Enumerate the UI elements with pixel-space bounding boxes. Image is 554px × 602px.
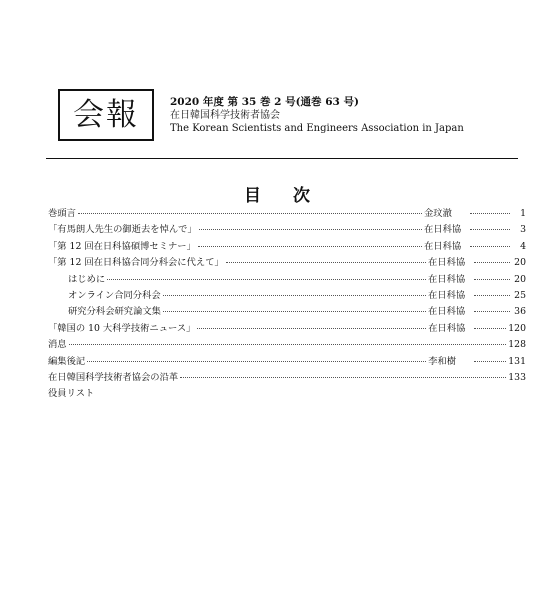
toc-entry-title: 「韓国の 10 大科学技術ニュース」 xyxy=(48,322,196,334)
toc-entry xyxy=(48,385,526,401)
toc-entry xyxy=(48,353,526,369)
toc-entry-author: 在日科協 xyxy=(424,240,462,252)
toc-entry xyxy=(48,320,526,336)
toc-entry-page: 120 xyxy=(508,322,526,334)
toc-title: 目 次 xyxy=(244,186,310,206)
dot-leader xyxy=(474,328,506,329)
dot-leader xyxy=(474,361,506,362)
toc-entry-page: 20 xyxy=(514,257,526,269)
toc-entry xyxy=(48,271,526,287)
toc-entry-page: 1 xyxy=(520,208,526,219)
header-divider xyxy=(46,158,518,159)
dot-leader xyxy=(163,295,426,296)
dot-leader xyxy=(470,246,510,247)
dot-leader xyxy=(87,361,426,362)
toc-entry xyxy=(48,287,526,303)
toc-entry xyxy=(48,254,526,270)
toc-entry-title: 編集後記 xyxy=(48,355,86,367)
toc-entry xyxy=(48,221,526,237)
toc-entry-page: 20 xyxy=(514,273,526,285)
toc-entry xyxy=(48,336,526,352)
dot-leader xyxy=(198,246,422,247)
toc-entry-page: 3 xyxy=(520,224,526,236)
dot-leader xyxy=(107,279,426,280)
toc-entry-author: 在日科協 xyxy=(428,306,466,318)
toc-entry-page: 128 xyxy=(508,339,526,351)
toc-entry-page: 133 xyxy=(508,371,526,383)
toc-entry-page: 36 xyxy=(514,306,526,318)
toc-entry-author: 李和樹 xyxy=(428,355,457,367)
toc-entry-title: 役員リスト xyxy=(48,388,95,400)
journal-header xyxy=(170,96,464,135)
dot-leader xyxy=(78,213,422,214)
dot-leader xyxy=(474,311,510,312)
toc-entry-title: 研究分科会研究論文集 xyxy=(68,306,161,318)
toc-entry-author: 在日科協 xyxy=(428,273,466,285)
toc-entry-page: 4 xyxy=(520,240,526,252)
toc-list xyxy=(48,205,526,402)
issue-info: 2020 年度 第 35 巻 2 号(通巻 63 号) xyxy=(170,96,359,108)
toc-entry-title: 在日韓国科学技術者協会の沿革 xyxy=(48,371,179,383)
dot-leader xyxy=(199,229,422,230)
toc-entry xyxy=(48,303,526,319)
toc-entry-title: 「第 12 回在日科協碩博セミナー」 xyxy=(48,240,196,252)
toc-entry-title: はじめに xyxy=(68,273,106,285)
toc-entry xyxy=(48,205,526,221)
toc-entry-title: オンライン合同分科会 xyxy=(68,289,161,301)
toc-entry-author: 在日科協 xyxy=(428,257,466,269)
dot-leader xyxy=(180,377,506,378)
org-name-en: The Korean Scientists and Engineers Association in Japan xyxy=(170,123,464,134)
toc-entry-page: 131 xyxy=(508,355,526,367)
toc-entry-author: 在日科協 xyxy=(428,322,466,334)
dot-leader xyxy=(474,279,510,280)
logo-text: 会報 xyxy=(73,96,139,133)
org-name-jp: 在日韓国科学技術者協会 xyxy=(170,110,280,121)
dot-leader xyxy=(197,328,426,329)
dot-leader xyxy=(226,262,426,263)
dot-leader xyxy=(474,295,510,296)
toc-entry xyxy=(48,369,526,385)
toc-entry-author: 在日科協 xyxy=(424,224,462,236)
toc-entry-page: 25 xyxy=(514,289,526,301)
toc-entry-title: 消息 xyxy=(48,339,67,351)
dot-leader xyxy=(474,262,510,263)
toc-entry-title: 「有馬朗人先生の御逝去を悼んで」 xyxy=(48,224,197,236)
journal-logo xyxy=(58,89,154,141)
dot-leader xyxy=(69,344,507,345)
toc-entry-author: 在日科協 xyxy=(428,289,466,301)
dot-leader xyxy=(470,213,510,214)
dot-leader xyxy=(163,311,426,312)
toc-entry xyxy=(48,238,526,254)
dot-leader xyxy=(470,229,510,230)
toc-entry-author: 金玟澈 xyxy=(424,208,452,219)
toc-entry-title: 巻頭言 xyxy=(48,208,76,219)
toc-entry-title: 「第 12 回在日科協合同分科会に代えて」 xyxy=(48,257,224,269)
